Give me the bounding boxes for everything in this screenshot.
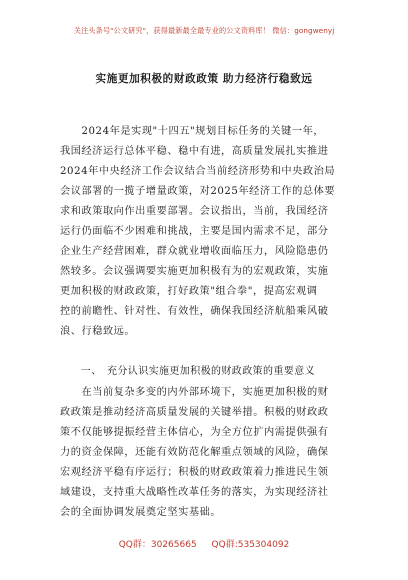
paragraph-line: 浪、行稳致远。 bbox=[60, 326, 136, 337]
header-promo-note: 关注头条号"公文研究"，获得最新最全最专业的公文资料库！ 微信：gongwenyj bbox=[73, 26, 335, 35]
section-heading-1: 一、 充分认识实施更加积极的财政政策的重要意义 bbox=[60, 366, 315, 377]
paragraph-line: 2024年中央经济工作会议结合当前经济形势和中央政治局 bbox=[60, 166, 336, 177]
paragraph-line: 力的资金保障，还能有效防范化解重点领域的风险，确保 bbox=[60, 447, 329, 458]
paragraph-line: 策不仅能够提振经营主体信心，为全方位扩内需提供强有 bbox=[60, 427, 329, 438]
paragraph-line: 我国经济运行总体平稳、稳中有进，高质量发展扎实推进 bbox=[60, 146, 329, 157]
paragraph-line: 2024年是实现"十四五"规划目标任务的关键一年， bbox=[60, 126, 325, 137]
paragraph-line: 在当前复杂多变的内外部环境下，实施更加积极的财 bbox=[60, 387, 329, 398]
paragraph-line: 会议部署的一揽子增量政策，对2025年经济工作的总体要 bbox=[60, 186, 336, 197]
paragraph-line: 政政策是推动经济高质量发展的关键举措。积极的财政政 bbox=[60, 407, 329, 418]
paragraph-line: 然较多。会议强调要实施更加积极有为的宏观政策，实施 bbox=[60, 266, 329, 277]
paragraph-line: 运行仍面临不少困难和挑战，主要是国内需求不足，部分 bbox=[60, 226, 329, 237]
paragraph-line: 宏观经济平稳有序运行；积极的财政政策着力推进民生领 bbox=[60, 467, 329, 478]
paragraph-line: 企业生产经营困难，群众就业增收面临压力，风险隐患仍 bbox=[60, 246, 329, 257]
document-title: 实施更加积极的财政政策 助力经济行稳致远 bbox=[95, 73, 313, 85]
footer-qq-group-2: QQ群:535304092 bbox=[211, 540, 290, 550]
paragraph-1 bbox=[60, 122, 350, 342]
footer-qq-group-1: QQ群：30265665 bbox=[118, 540, 197, 550]
paragraph-line: 更加积极的财政政策，打好政策"组合拳"，提高宏观调 bbox=[60, 286, 318, 297]
paragraph-line: 求和政策取向作出重要部署。会议指出，当前，我国经济 bbox=[60, 206, 329, 217]
paragraph-line: 会的全面协调发展奠定坚实基础。 bbox=[60, 507, 222, 518]
paragraph-line: 域建设，支持重大战略性改革任务的落实，为实现经济社 bbox=[60, 487, 329, 498]
footer-contact bbox=[0, 537, 408, 550]
paragraph-2 bbox=[60, 383, 350, 523]
paragraph-line: 控的前瞻性、针对性、有效性，确保我国经济航船乘风破 bbox=[60, 306, 329, 317]
